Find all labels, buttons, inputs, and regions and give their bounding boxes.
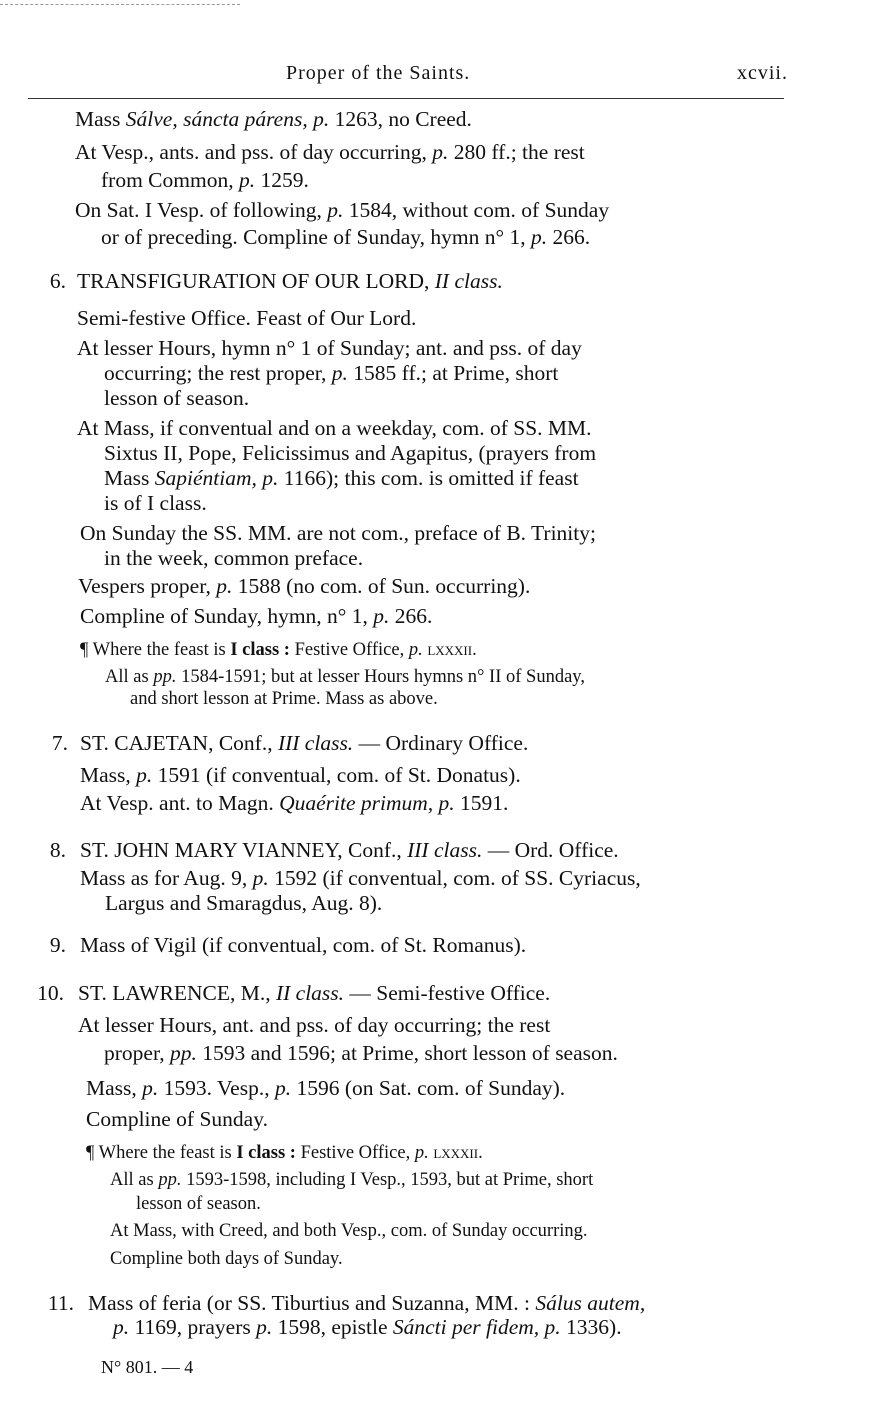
- entry-title-10: ST. LAWRENCE, M., II class. — Semi-festive Office.: [78, 981, 551, 1005]
- entry-title-7: ST. CAJETAN, Conf., III class. — Ordinary Office.: [80, 731, 529, 755]
- entry-10-line-3: Mass, p. 1593. Vesp., p. 1596 (on Sat. com. of Sunday).: [86, 1076, 566, 1100]
- entry-10-note-4: At Mass, with Creed, and both Vesp., com. of Sunday occurring.: [110, 1221, 588, 1241]
- entry-number-11: 11.: [47, 1291, 74, 1315]
- page-header: [28, 62, 788, 90]
- entry-7-line-2: At Vesp. ant. to Magn. Quaérite primum, p. 1591.: [80, 791, 509, 815]
- entry-9-line-1: Mass of Vigil (if conventual, com. of St. Romanus).: [80, 933, 527, 957]
- entry-10-note-5: Compline both days of Sunday.: [110, 1249, 343, 1269]
- entry-number-7: 7.: [51, 731, 68, 755]
- entry-6-line-11: Vespers proper, p. 1588 (no com. of Sun. occurring).: [78, 574, 531, 598]
- entry-number-10: 10.: [37, 981, 64, 1005]
- entry-10-line-2: proper, pp. 1593 and 1596; at Prime, short lesson of season.: [104, 1041, 618, 1065]
- entry-6-line-2: At lesser Hours, hymn n° 1 of Sunday; ant. and pss. of day: [77, 336, 582, 360]
- intro-line-1: Mass Sálve, sáncta párens, p. 1263, no Creed.: [75, 107, 472, 131]
- entry-8-line-1: Mass as for Aug. 9, p. 1592 (if conventual, com. of SS. Cyriacus,: [80, 866, 641, 890]
- entry-10-line-1: At lesser Hours, ant. and pss. of day occurring; the rest: [78, 1013, 551, 1037]
- entry-10-note-2: All as pp. 1593-1598, including I Vesp., 1593, but at Prime, short: [110, 1170, 594, 1190]
- entry-11-line-1: Mass of feria (or SS. Tiburtius and Suzanna, MM. : Sálus autem,: [88, 1291, 646, 1315]
- entry-6-line-9: On Sunday the SS. MM. are not com., preface of B. Trinity;: [80, 521, 596, 545]
- entry-6-note-2: All as pp. 1584-1591; but at lesser Hours hymns n° II of Sunday,: [105, 667, 585, 687]
- entry-6-line-4: lesson of season.: [104, 386, 250, 410]
- entry-10-note-1: ¶ Where the feast is I class : Festive Office, p. lxxxii.: [86, 1143, 483, 1163]
- printer-signature: N° 801. — 4: [101, 1357, 194, 1377]
- entry-8-line-2: Largus and Smaragdus, Aug. 8).: [105, 891, 383, 915]
- entry-10-note-3: lesson of season.: [136, 1194, 261, 1214]
- entry-6-line-7: Mass Sapiéntiam, p. 1166); this com. is omitted if feast: [104, 466, 579, 490]
- top-edge-mark: [0, 4, 240, 5]
- entry-6-note-3: and short lesson at Prime. Mass as above.: [130, 689, 438, 709]
- entry-6-line-5: At Mass, if conventual and on a weekday, com. of SS. MM.: [77, 416, 592, 440]
- running-title: Proper of the Saints.: [286, 62, 471, 84]
- entry-6-line-12: Compline of Sunday, hymn, n° 1, p. 266.: [80, 604, 433, 628]
- entry-title-8: ST. JOHN MARY VIANNEY, Conf., III class. — Ord. Office.: [80, 838, 619, 862]
- entry-6-line-8: is of I class.: [104, 491, 207, 515]
- entry-number-6: 6.: [49, 269, 66, 293]
- intro-line-3: from Common, p. 1259.: [101, 168, 309, 192]
- entry-7-line-1: Mass, p. 1591 (if conventual, com. of St. Donatus).: [80, 763, 521, 787]
- header-rule: [28, 98, 784, 99]
- entry-6-line-6: Sixtus II, Pope, Felicissimus and Agapitus, (prayers from: [104, 441, 597, 465]
- entry-6-note-1: ¶ Where the feast is I class : Festive Office, p. lxxxii.: [80, 640, 477, 660]
- intro-line-5: or of preceding. Compline of Sunday, hymn n° 1, p. 266.: [101, 225, 591, 249]
- intro-line-2: At Vesp., ants. and pss. of day occurring, p. 280 ff.; the rest: [75, 140, 585, 164]
- intro-line-4: On Sat. I Vesp. of following, p. 1584, without com. of Sunday: [75, 198, 610, 222]
- entry-6-line-3: occurring; the rest proper, p. 1585 ff.; at Prime, short: [104, 361, 559, 385]
- entry-6-line-10: in the week, common preface.: [104, 546, 364, 570]
- entry-11-line-2: p. 1169, prayers p. 1598, epistle Sáncti per fidem, p. 1336).: [113, 1315, 622, 1339]
- entry-title-6: TRANSFIGURATION OF OUR LORD, II class.: [77, 269, 503, 293]
- entry-6-line-1: Semi-festive Office. Feast of Our Lord.: [77, 306, 417, 330]
- entry-10-line-4: Compline of Sunday.: [86, 1107, 268, 1131]
- entry-number-9: 9.: [49, 933, 66, 957]
- entry-number-8: 8.: [49, 838, 66, 862]
- page-number: xcvii.: [737, 62, 788, 84]
